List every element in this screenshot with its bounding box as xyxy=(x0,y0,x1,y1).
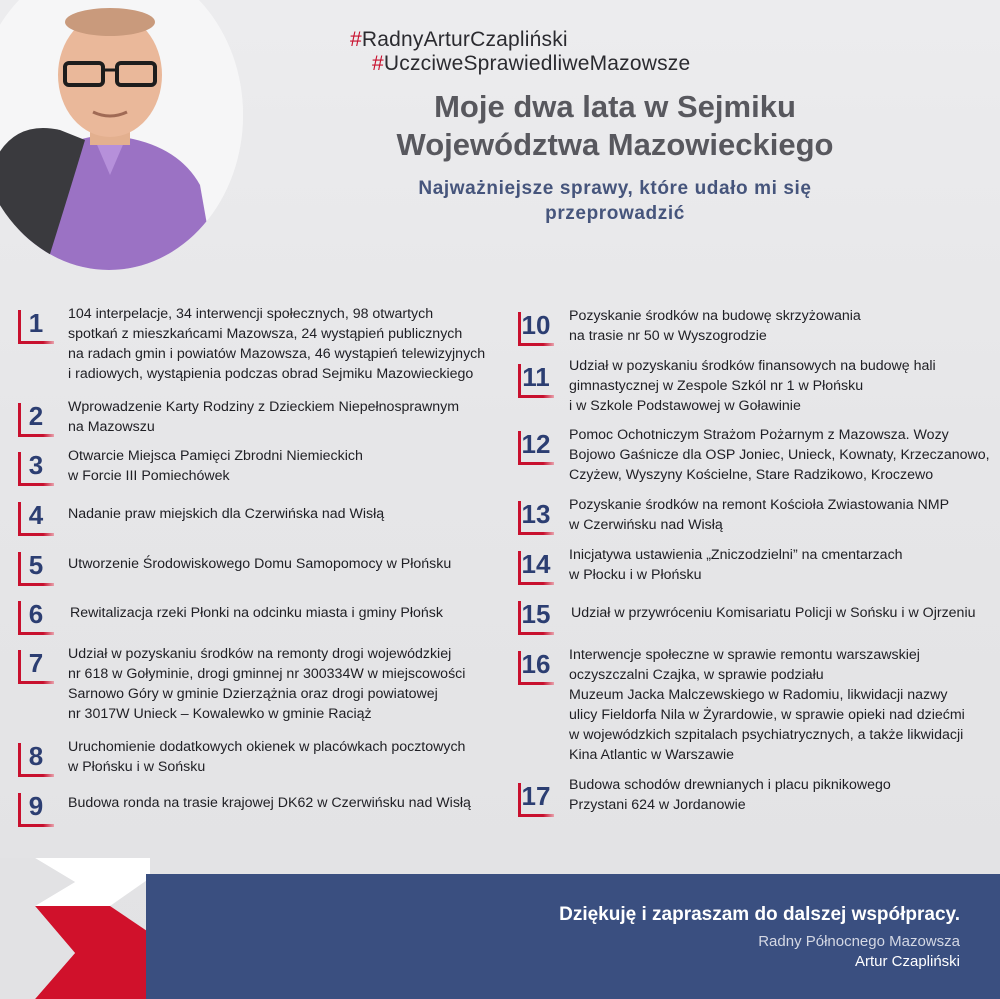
item-number: 7 xyxy=(18,646,54,680)
item-number: 11 xyxy=(518,360,554,394)
title-line-2: Województwa Mazowieckiego xyxy=(396,127,834,162)
item-number: 17 xyxy=(518,779,554,813)
item-text: Nadanie praw miejskich dla Czerwińska nad Wisłą xyxy=(68,506,385,522)
item-number: 2 xyxy=(18,399,54,433)
item-text: Otwarcie Miejsca Pamięci Zbrodni Niemieckich w Forcie III Pomiechówek xyxy=(68,448,363,484)
item-number: 13 xyxy=(518,497,554,531)
item-number: 5 xyxy=(18,548,54,582)
item-text: Rewitalizacja rzeki Płonki na odcinku miasta i gminy Płońsk xyxy=(70,605,443,621)
item-number: 10 xyxy=(518,308,554,342)
item-text: Udział w przywróceniu Komisariatu Policji w Sońsku i w Ojrzeniu xyxy=(571,605,976,621)
portrait-photo xyxy=(0,0,243,270)
item-number: 14 xyxy=(518,547,554,581)
footer-banner xyxy=(146,874,1000,999)
item-text: Interwencje społeczne w sprawie remontu warszawskiej oczyszczalni Czajka, w sprawie podziału Muzeum Jacka Malczewskiego w Radomiu, likwidacji nazwy ulicy Fieldorfa Nila w Żyrardowie, w sprawie opieki nad dziećmi w wojewódzkich szpitalach psychiatrycznych, a także likwidacji Kina Atlantic w Warszawie xyxy=(569,647,965,763)
subtitle-line-2: przeprowadzić xyxy=(545,203,685,224)
footer-role: Radny Północnego Mazowsza xyxy=(758,933,960,950)
item-text: Inicjatywa ustawienia „Zniczodzielni” na cmentarzach w Płocku i w Płońsku xyxy=(569,547,903,583)
footer-name: Artur Czapliński xyxy=(854,953,960,970)
item-number: 15 xyxy=(518,597,554,631)
hashtag-mazowsze[interactable]: #UczciweSprawiedliweMazowsze xyxy=(372,52,691,75)
item-number: 6 xyxy=(18,597,54,631)
item-number: 12 xyxy=(518,427,554,461)
item-text: Udział w pozyskaniu środków na remonty drogi wojewódzkiej nr 618 w Gołyminie, drogi gminnej nr 300334W w miejscowości Sarnowo Góry w gminie Dzierzążnia oraz drogi powiatowej nr 3017W Unieck – Kowalewko w gminie Raciąż xyxy=(68,646,466,722)
hashtag-radny[interactable]: #RadnyArturCzapliński xyxy=(350,28,568,51)
item-text: Uruchomienie dodatkowych okienek w placówkach pocztowych w Płońsku i w Sońsku xyxy=(68,739,466,775)
title-line-1: Moje dwa lata w Sejmiku xyxy=(434,89,796,124)
item-text: Budowa schodów drewnianych i placu piknikowego Przystani 624 w Jordanowie xyxy=(569,777,891,813)
item-text: Utworzenie Środowiskowego Domu Samopomocy w Płońsku xyxy=(68,556,452,572)
item-text: Pozyskanie środków na budowę skrzyżowania na trasie nr 50 w Wyszogrodzie xyxy=(569,308,861,344)
item-number: 8 xyxy=(18,739,54,773)
item-text: Pomoc Ochotniczym Strażom Pożarnym z Mazowsza. Wozy Bojowo Gaśnicze dla OSP Joniec, Unieck, Kownaty, Krzeczanowo, Czyżew, Wyszyny Kościelne, Stare Radzikowo, Kroczewo xyxy=(569,427,990,483)
item-text: Pozyskanie środków na remont Kościoła Zwiastowania NMP w Czerwińsku nad Wisłą xyxy=(569,497,950,533)
page-title xyxy=(330,88,900,164)
item-number: 3 xyxy=(18,448,54,482)
hashtags xyxy=(350,28,910,76)
item-text: Udział w pozyskaniu środków finansowych na budowę hali gimnastycznej w Zespole Szkól nr 1 w Płońsku i w Szkole Podstawowej w Goławinie xyxy=(569,358,936,414)
item-number: 9 xyxy=(18,789,54,823)
item-number: 4 xyxy=(18,498,54,532)
subtitle-line-1: Najważniejsze sprawy, które udało mi się xyxy=(418,178,812,199)
page-subtitle xyxy=(380,176,850,226)
item-text: Wprowadzenie Karty Rodziny z Dzieckiem Niepełnosprawnym na Mazowszu xyxy=(68,399,460,435)
item-number: 1 xyxy=(18,306,54,340)
footer-thanks: Dziękuję i zapraszam do dalszej współpracy. xyxy=(559,904,960,925)
item-text: Budowa ronda na trasie krajowej DK62 w Czerwińsku nad Wisłą xyxy=(68,795,471,811)
item-number: 16 xyxy=(518,647,554,681)
item-text: 104 interpelacje, 34 interwencji społecznych, 98 otwartych spotkań z mieszkańcami Mazowsza, 24 wystąpień publicznych na radach gmin i powiatów Mazowsza, 46 wystąpień telewizyjnych i radiowych, wystąpienia podczas obrad Sejmiku Mazowieckiego xyxy=(68,306,486,382)
